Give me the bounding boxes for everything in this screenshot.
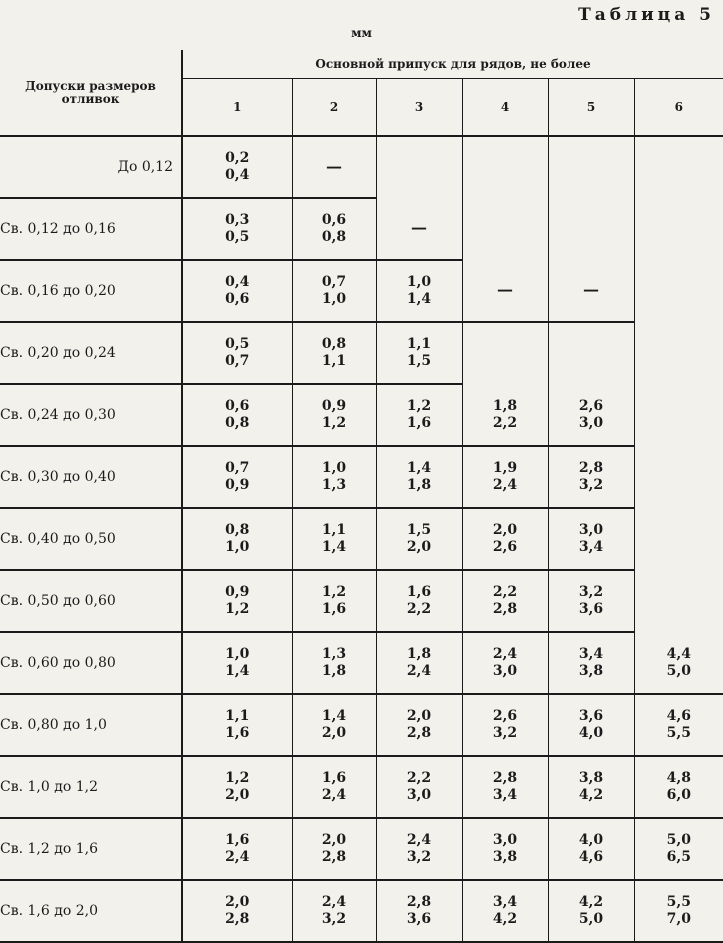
empty-cell [548, 322, 634, 384]
value-cell [548, 694, 634, 756]
value-upper: 1,6 [183, 832, 292, 849]
row-label: Св. 1,6 до 2,0 [0, 880, 182, 942]
value-upper: 0,5 [183, 336, 292, 353]
table-row [0, 818, 723, 880]
value-lower: 3,8 [463, 849, 548, 866]
value-upper: 1,0 [183, 646, 292, 663]
value-upper: 3,0 [463, 832, 548, 849]
value-cell [292, 694, 376, 756]
value-lower: 5,5 [635, 725, 723, 742]
value-cell [292, 756, 376, 818]
value-lower: 5,0 [635, 663, 723, 680]
header-group: Основной припуск для рядов, не более [182, 50, 723, 79]
table-row [0, 570, 723, 632]
value-lower: 6,5 [635, 849, 723, 866]
value-lower: 2,8 [377, 725, 462, 742]
value-lower: 1,5 [377, 353, 462, 370]
value-upper: 1,6 [293, 770, 376, 787]
value-upper: 2,2 [377, 770, 462, 787]
table-row [0, 198, 723, 260]
value-upper: 2,2 [463, 584, 548, 601]
value-upper: 2,0 [183, 894, 292, 911]
value-cell [292, 632, 376, 694]
unit-label: мм [0, 26, 723, 40]
value-upper: 1,0 [377, 274, 462, 291]
value-cell [182, 694, 292, 756]
value-cell [292, 508, 376, 570]
table-label: Таблица 5 [578, 5, 715, 25]
value-upper: 2,8 [463, 770, 548, 787]
table-row [0, 880, 723, 942]
value-lower: 3,0 [463, 663, 548, 680]
value-lower: 4,2 [463, 911, 548, 928]
empty-cell [634, 136, 723, 198]
value-cell [462, 570, 548, 632]
value-upper: 2,0 [463, 522, 548, 539]
value-lower: 2,0 [293, 725, 376, 742]
header-tolerance: Допуски размеров отливок [0, 50, 182, 136]
value-upper: 2,8 [549, 460, 634, 477]
value-lower: 0,5 [183, 229, 292, 246]
value-lower: 7,0 [635, 911, 723, 928]
empty-cell [548, 198, 634, 260]
value-upper: 5,0 [635, 832, 723, 849]
value-lower: 1,6 [293, 601, 376, 618]
value-upper: 1,8 [463, 398, 548, 415]
value-upper: 1,2 [293, 584, 376, 601]
value-cell [462, 508, 548, 570]
value-cell [376, 570, 462, 632]
value-upper: 3,2 [549, 584, 634, 601]
value-lower: 3,2 [549, 477, 634, 494]
table-row [0, 384, 723, 446]
value-upper: 0,2 [183, 150, 292, 167]
value-cell [182, 322, 292, 384]
value-cell [548, 570, 634, 632]
row-label: Св. 0,80 до 1,0 [0, 694, 182, 756]
value-cell [292, 260, 376, 322]
value-lower: 2,4 [293, 787, 376, 804]
value-cell [182, 632, 292, 694]
value-cell [548, 446, 634, 508]
value-upper: 1,1 [183, 708, 292, 725]
row-label: До 0,12 [0, 136, 182, 198]
value-cell [182, 384, 292, 446]
value-cell [548, 632, 634, 694]
table-row [0, 756, 723, 818]
value-cell [182, 570, 292, 632]
value-lower: 4,6 [549, 849, 634, 866]
value-lower: 3,4 [549, 539, 634, 556]
value-lower: 3,2 [293, 911, 376, 928]
column-header-2: 2 [292, 79, 376, 137]
dash-cell [462, 260, 548, 322]
table-row [0, 694, 723, 756]
column-header-3: 3 [376, 79, 462, 137]
value-cell [462, 694, 548, 756]
dash-mark: — [411, 218, 427, 237]
value-upper: 1,9 [463, 460, 548, 477]
value-cell [376, 818, 462, 880]
value-lower: 2,8 [463, 601, 548, 618]
value-cell [548, 818, 634, 880]
value-cell [462, 818, 548, 880]
value-upper: 1,1 [293, 522, 376, 539]
value-lower: 2,0 [377, 539, 462, 556]
value-lower: 1,6 [183, 725, 292, 742]
value-cell [634, 632, 723, 694]
value-lower: 3,0 [549, 415, 634, 432]
value-cell [292, 818, 376, 880]
value-cell [182, 508, 292, 570]
value-upper: 1,4 [293, 708, 376, 725]
value-upper: 2,6 [549, 398, 634, 415]
value-lower: 1,6 [377, 415, 462, 432]
row-label: Св. 0,12 до 0,16 [0, 198, 182, 260]
value-lower: 2,4 [463, 477, 548, 494]
value-cell [182, 260, 292, 322]
row-label: Св. 0,20 до 0,24 [0, 322, 182, 384]
value-lower: 1,8 [377, 477, 462, 494]
value-upper: 4,2 [549, 894, 634, 911]
value-lower: 1,8 [293, 663, 376, 680]
table-row [0, 508, 723, 570]
value-lower: 2,6 [463, 539, 548, 556]
value-upper: 0,6 [183, 398, 292, 415]
value-cell [634, 694, 723, 756]
value-upper: 0,8 [293, 336, 376, 353]
value-lower: 2,4 [183, 849, 292, 866]
value-upper: 3,6 [549, 708, 634, 725]
value-cell [462, 632, 548, 694]
value-cell [462, 384, 548, 446]
value-cell [376, 384, 462, 446]
value-lower: 3,0 [377, 787, 462, 804]
value-cell [634, 818, 723, 880]
column-header-1: 1 [182, 79, 292, 137]
value-lower: 4,0 [549, 725, 634, 742]
value-lower: 2,0 [183, 787, 292, 804]
value-upper: 3,0 [549, 522, 634, 539]
value-lower: 4,2 [549, 787, 634, 804]
empty-cell [634, 198, 723, 260]
value-lower: 3,2 [377, 849, 462, 866]
value-upper: 0,6 [293, 212, 376, 229]
value-lower: 1,3 [293, 477, 376, 494]
value-cell [292, 570, 376, 632]
value-upper: 3,8 [549, 770, 634, 787]
column-header-6: 6 [634, 79, 723, 137]
value-upper: 0,3 [183, 212, 292, 229]
table-row [0, 260, 723, 322]
empty-cell [634, 260, 723, 322]
value-upper: 1,6 [377, 584, 462, 601]
value-upper: 1,5 [377, 522, 462, 539]
value-cell [182, 136, 292, 198]
value-cell [292, 880, 376, 942]
empty-cell [548, 136, 634, 198]
value-upper: 1,8 [377, 646, 462, 663]
value-cell [462, 756, 548, 818]
value-upper: 0,9 [183, 584, 292, 601]
value-upper: 1,4 [377, 460, 462, 477]
value-lower: 1,2 [293, 415, 376, 432]
value-upper: 0,9 [293, 398, 376, 415]
value-upper: 1,2 [183, 770, 292, 787]
value-upper: 2,4 [293, 894, 376, 911]
value-cell [548, 384, 634, 446]
value-cell [548, 756, 634, 818]
value-upper: 2,4 [377, 832, 462, 849]
value-lower: 0,6 [183, 291, 292, 308]
value-upper: 4,4 [635, 646, 723, 663]
value-upper: 0,4 [183, 274, 292, 291]
value-upper: 2,8 [377, 894, 462, 911]
value-lower: 0,8 [183, 415, 292, 432]
dash-cell [292, 136, 376, 198]
column-header-5: 5 [548, 79, 634, 137]
value-upper: 1,3 [293, 646, 376, 663]
value-upper: 0,7 [183, 460, 292, 477]
empty-cell [634, 508, 723, 570]
row-label: Св. 0,50 до 0,60 [0, 570, 182, 632]
dash-mark: — [583, 280, 599, 299]
empty-cell [634, 322, 723, 384]
value-cell [182, 198, 292, 260]
value-upper: 3,4 [463, 894, 548, 911]
row-label: Св. 0,16 до 0,20 [0, 260, 182, 322]
value-cell [182, 880, 292, 942]
value-cell [634, 756, 723, 818]
row-label: Св. 0,30 до 0,40 [0, 446, 182, 508]
value-lower: 2,4 [377, 663, 462, 680]
value-upper: 2,4 [463, 646, 548, 663]
value-upper: 1,2 [377, 398, 462, 415]
row-label: Св. 0,60 до 0,80 [0, 632, 182, 694]
empty-cell [634, 446, 723, 508]
value-cell [548, 880, 634, 942]
value-lower: 3,8 [549, 663, 634, 680]
empty-cell [634, 384, 723, 446]
value-upper: 3,4 [549, 646, 634, 663]
value-cell [548, 508, 634, 570]
value-lower: 1,0 [183, 539, 292, 556]
value-upper: 4,8 [635, 770, 723, 787]
value-cell [462, 880, 548, 942]
table-row [0, 446, 723, 508]
allowance-table [0, 50, 723, 943]
value-cell [376, 632, 462, 694]
column-header-4: 4 [462, 79, 548, 137]
value-upper: 2,0 [377, 708, 462, 725]
table-row [0, 632, 723, 694]
empty-cell [462, 136, 548, 198]
value-lower: 1,4 [377, 291, 462, 308]
value-lower: 5,0 [549, 911, 634, 928]
value-cell [182, 446, 292, 508]
value-lower: 0,7 [183, 353, 292, 370]
value-lower: 1,2 [183, 601, 292, 618]
value-cell [376, 880, 462, 942]
value-lower: 3,4 [463, 787, 548, 804]
value-cell [292, 322, 376, 384]
value-upper: 4,6 [635, 708, 723, 725]
value-cell [182, 756, 292, 818]
value-cell [292, 198, 376, 260]
value-cell [182, 818, 292, 880]
value-lower: 3,2 [463, 725, 548, 742]
value-upper: 0,8 [183, 522, 292, 539]
value-lower: 3,6 [549, 601, 634, 618]
empty-cell [462, 322, 548, 384]
value-cell [376, 694, 462, 756]
value-upper: 1,0 [293, 460, 376, 477]
value-upper: 4,0 [549, 832, 634, 849]
value-cell [292, 446, 376, 508]
value-lower: 2,2 [377, 601, 462, 618]
row-label: Св. 1,0 до 1,2 [0, 756, 182, 818]
value-cell [462, 446, 548, 508]
value-upper: 1,1 [377, 336, 462, 353]
value-lower: 0,8 [293, 229, 376, 246]
empty-cell [376, 136, 462, 198]
value-cell [376, 260, 462, 322]
value-cell [376, 322, 462, 384]
value-lower: 3,6 [377, 911, 462, 928]
value-lower: 0,9 [183, 477, 292, 494]
dash-mark: — [326, 157, 342, 176]
value-lower: 2,8 [183, 911, 292, 928]
value-lower: 1,1 [293, 353, 376, 370]
value-cell [292, 384, 376, 446]
value-lower: 1,4 [293, 539, 376, 556]
empty-cell [634, 570, 723, 632]
dash-cell [376, 198, 462, 260]
table-row [0, 136, 723, 198]
row-label: Св. 1,2 до 1,6 [0, 818, 182, 880]
value-upper: 2,0 [293, 832, 376, 849]
row-label: Св. 0,40 до 0,50 [0, 508, 182, 570]
value-lower: 2,2 [463, 415, 548, 432]
value-upper: 2,6 [463, 708, 548, 725]
value-cell [376, 756, 462, 818]
value-cell [634, 880, 723, 942]
row-label: Св. 0,24 до 0,30 [0, 384, 182, 446]
value-lower: 1,4 [183, 663, 292, 680]
value-lower: 6,0 [635, 787, 723, 804]
dash-cell [548, 260, 634, 322]
dash-mark: — [497, 280, 513, 299]
table-row [0, 322, 723, 384]
value-lower: 2,8 [293, 849, 376, 866]
value-lower: 0,4 [183, 167, 292, 184]
empty-cell [462, 198, 548, 260]
value-lower: 1,0 [293, 291, 376, 308]
value-cell [376, 446, 462, 508]
value-upper: 0,7 [293, 274, 376, 291]
value-cell [376, 508, 462, 570]
value-upper: 5,5 [635, 894, 723, 911]
